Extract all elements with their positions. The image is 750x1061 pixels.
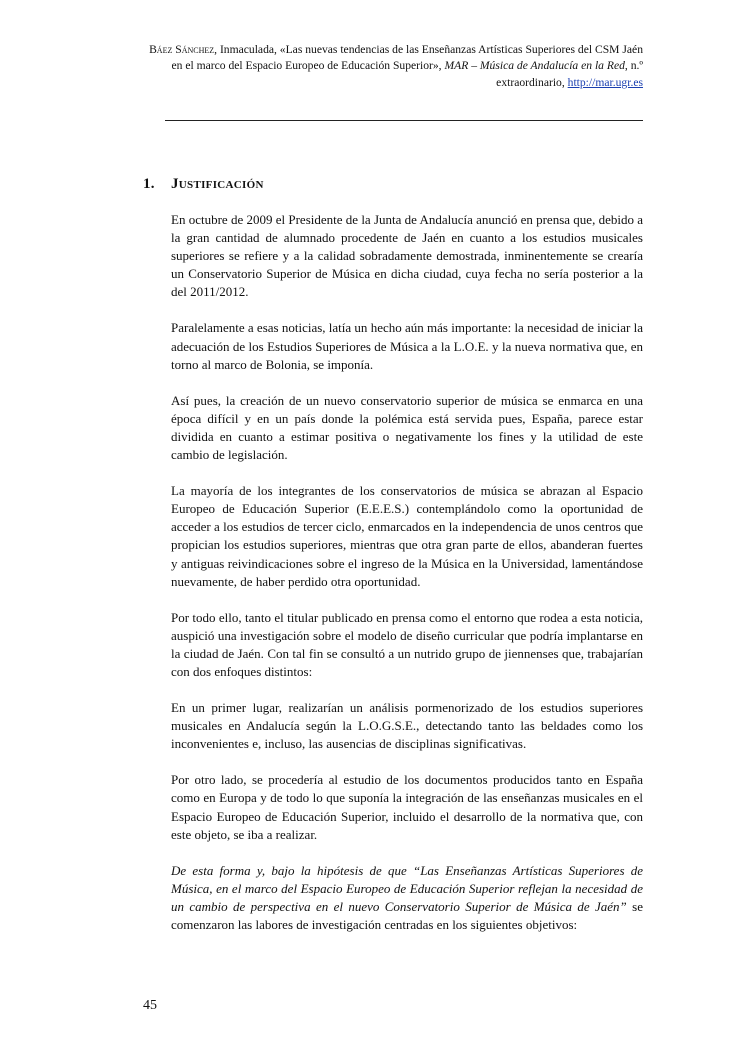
paragraph: Por otro lado, se procedería al estudio de los documentos producidos tanto en España como en Europa y de todo lo que suponía la integración de las enseñanzas musicales en el Espacio Europeo de Educación Superior, incluido el desarrollo de la normativa que, con este objeto, se iba a realizar. — [171, 772, 643, 842]
page-number: 45 — [143, 998, 157, 1013]
hypothesis-text: De esta forma y, bajo la hipótesis de que “Las Enseñanzas Artísticas Superiores de Música, en el marco del Espacio Europeo de Educación Superior reflejan la necesidad de un cambio de perspectiva en el nuevo Conservatorio Superior de Música de Jaén” — [171, 862, 643, 914]
body-text — [171, 211, 643, 952]
paragraph: La mayoría de los integrantes de los conservatorios de música se abrazan al Espacio Europeo de Educación Superior (E.E.E.S.) contemplándolo como la oportunidad de acceder a los estudios de tercer ciclo, enmarcados en la independencia de unos centros que propician los estudios superiores, mientras que otra gran parte de ellos, abanderan fuertes y antiguas reivindicaciones sobre el ingreso de la Música en la Universidad, lamentándose nuevamente, de haber perdido otra oportunidad. — [171, 483, 643, 589]
journal-title: MAR – Música de Andalucía en la Red — [444, 59, 625, 73]
running-header — [140, 42, 643, 91]
paragraph: En octubre de 2009 el Presidente de la Junta de Andalucía anunció en prensa que, debido a la gran cantidad de alumnado procedente de Jaén en cuanto a los estudios musicales superiores se refiere y a la calidad sobradamente demostrada, inminentemente se crearía un Conservatorio Superior de Música en dicha ciudad, cuya fecha no sería posterior a la del 2011/2012. — [171, 212, 643, 300]
section-title: Justificación — [171, 176, 264, 192]
citation-text: , Inmaculada, «Las nuevas tendencias de las Enseñanzas Artísticas Superiores del CSM Jaén en el marco del Espacio Europeo de Educación Superior», — [171, 43, 643, 73]
paragraph-hypothesis — [171, 862, 643, 934]
objectives-intro: se comenzaron las labores de investigación centradas en los siguientes objetivos: — [171, 898, 643, 932]
paragraph: Por todo ello, tanto el titular publicado en prensa como el entorno que rodea a esta noticia, auspició una investigación sobre el modelo de diseño curricular que podría implantarse en la ciudad de Jaén. Con tal fin se consultó a un nutrido grupo de jiennenses que, trabajarían con dos enfoques distintos: — [171, 609, 643, 679]
paragraph: Paralelamente a esas noticias, latía un hecho aún más importante: la necesidad de iniciar la adecuación de los Estudios Superiores de Música a la L.O.E. y la nueva normativa que, en torno al marco de Bolonia, se imponía. — [171, 320, 643, 372]
section-number: 1. — [143, 176, 155, 192]
header-divider — [165, 120, 643, 121]
paragraph: Así pues, la creación de un nuevo conservatorio superior de música se enmarca en una época difícil y en un país donde la polémica está servida pues, España, parece estar dividida en cuanto a estimar positiva o negativamente los fines y la utilidad de este cambio de legislación. — [171, 392, 643, 463]
section-heading — [143, 176, 264, 193]
issue-text: , n.º extraordinario, — [496, 59, 643, 89]
paragraph: En un primer lugar, realizarían un análisis pormenorizado de los estudios superiores musicales en Andalucía según la L.O.G.S.E., detectando tanto las beldades como los inconvenientes e, incluso, las ausencias de disciplinas significativas. — [171, 700, 643, 752]
author-surname: Báez Sánchez — [149, 43, 215, 56]
journal-link[interactable]: http://mar.ugr.es — [567, 75, 643, 89]
